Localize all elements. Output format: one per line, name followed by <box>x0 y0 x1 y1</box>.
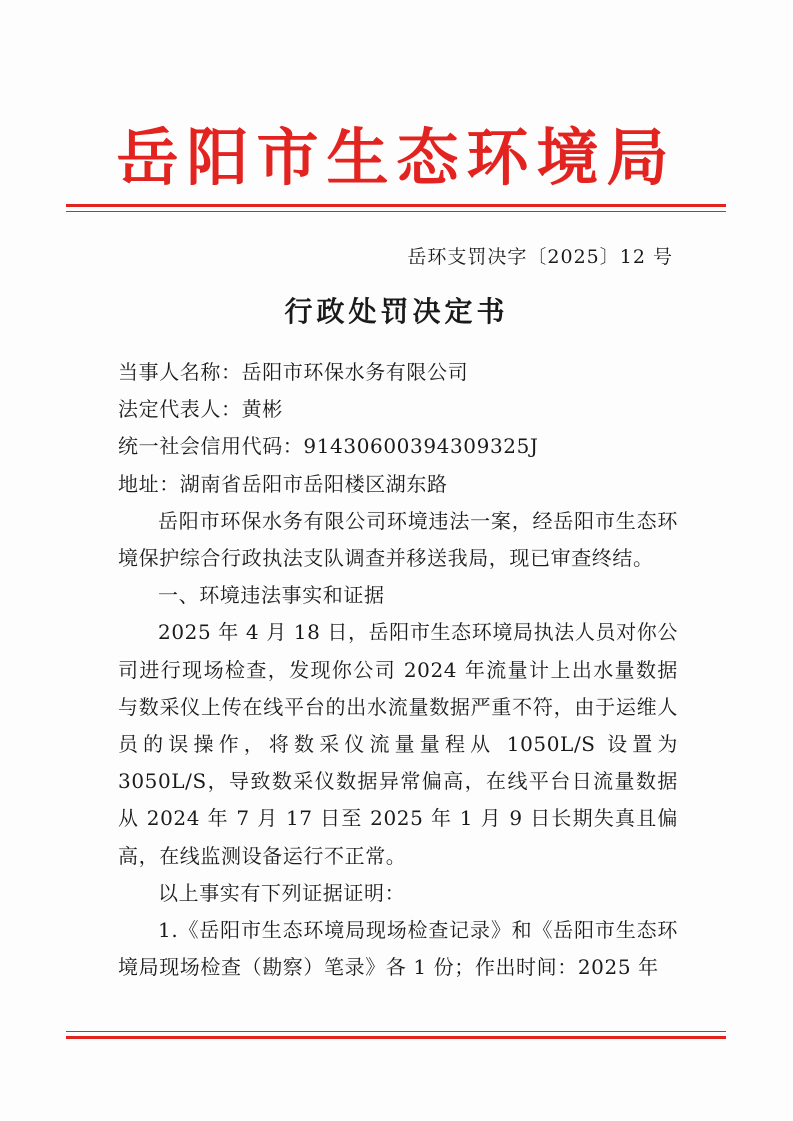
document-number: 岳环支罚决字〔2025〕12 号 <box>407 246 673 268</box>
org-header-title: 岳阳市生态环境局 <box>116 121 677 194</box>
footer-red-rule-thick <box>66 1036 726 1039</box>
document-title: 行政处罚决定书 <box>284 295 509 328</box>
party-name-line: 当事人名称：岳阳市环保水务有限公司 <box>118 360 469 384</box>
section-heading: 一、环境违法事实和证据 <box>158 583 385 608</box>
address-line: 地址：湖南省岳阳市岳阳楼区湖东路 <box>118 471 448 496</box>
evidence-item: 1.《岳阳市生态环境局现场检查记录》和《岳阳市生态环境局现场检查（勘察）笔录》各 1 份；作出时间：2025 年 <box>118 918 678 980</box>
footer-red-rule-thin <box>66 1031 726 1032</box>
header-red-rule-thin <box>66 211 726 212</box>
facts-paragraph: 2025 年 4 月 18 日，岳阳市生态环境局执法人员对你公司进行现场检查，发现你公司 2024 年流量计上出水量数据与数采仪上传在线平台的出水流量数据严重不符，由于运维人员的误操作，将数采仪流量量程从 1050L/S 设置为 3050L/S，导致数采仪数据异常偏高，在线平台日流量数据从 2024 年 7 月 17 日至 2025 年 1 月 9 日长期失真且偏高，在线监测设备运行不正常。 <box>118 620 678 868</box>
credit-code-line: 统一社会信用代码：91430600394309325J <box>118 434 539 459</box>
intro-paragraph: 岳阳市环保水务有限公司环境违法一案，经岳阳市生态环境保护综合行政执法支队调查并移送我局，现已审查终结。 <box>118 508 678 571</box>
document-body <box>118 354 678 986</box>
header-red-rule-thick <box>66 204 726 207</box>
evidence-intro: 以上事实有下列证据证明： <box>158 880 406 905</box>
legal-representative-line: 法定代表人：黄彬 <box>118 397 283 422</box>
